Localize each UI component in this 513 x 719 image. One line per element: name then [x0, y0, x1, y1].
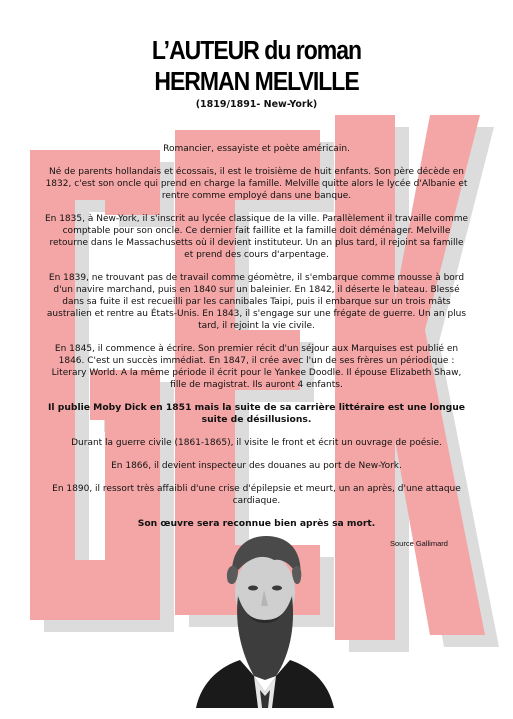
source-credit: Source Gallimard [390, 539, 448, 548]
paragraph-1845: En 1845, il commence à écrire. Son premier récit d'un séjour aux Marquises est publié en 1846. C'est un succès immédiat. En 1847, il crée avec l'un de ses frères un périodique : Literary World. A la même période il écrit pour le Yankee Doodle. Il épouse Elizabeth Shaw, fille de magistrat. Ils auront 4 enfants. [51, 344, 462, 390]
paragraph-1839: En 1839, ne trouvant pas de travail comme géomètre, il s'embarque comme mousse à bord d'un navire marchand, puis en 1840 sur un baleinier. En 1842, il déserte le bateau. Blessé dans sa fuite il est recueilli par les cannibales Taipi, puis il embarque sur un trois mâts australien et rentre au États-Unis. En 1843, il s'engage sur une frégate de guerre. Un an plus tard, il rejoint la vie civile. [46, 273, 467, 331]
paragraph-1866: En 1866, il devient inspecteur des douanes au port de New-York. [111, 461, 402, 471]
paragraph-moby-dick: Il publie Moby Dick en 1851 mais la suite de sa carrière littéraire est une longue suite de désillusions. [47, 402, 466, 425]
paragraph-civil-war: Durant la guerre civile (1861-1865), il visite le front et écrit un ouvrage de poésie. [71, 438, 442, 448]
page-title-line-1: L’AUTEUR du roman [151, 35, 362, 65]
paragraph-1890: En 1890, il ressort très affaibli d'une crise d'épilepsie et meurt, un an après, d'une attaque cardiaque. [52, 484, 461, 506]
paragraph-intro: Romancier, essayiste et poète américain. [163, 144, 350, 154]
paragraph-1835: En 1835, à New-York, il s'inscrit au lycée classique de la ville. Parallèlement il travaille comme comptable pour son oncle. Ce dernier fait faillite et la famille doit déménager. Melville retourne dans le Massachusetts où il devient instituteur. Un an plus tard, il rejoint sa famille et prend des cours d'arpentage. [44, 214, 469, 260]
page-title-line-2: HERMAN MELVILLE [154, 66, 359, 96]
author-dates: (1819/1891- New-York) [195, 99, 318, 110]
paragraph-legacy: Son œuvre sera reconnue bien après sa mort. [137, 518, 376, 529]
biography-text [44, 143, 469, 541]
paragraph-childhood: Né de parents hollandais et écossais, il est le troisième de huit enfants. Son père décède en 1832, c'est son oncle qui prend en charge la famille. Melville quitte alors le lycée d'Albanie et rentre comme employé dans une banque. [45, 167, 468, 201]
author-portrait [194, 530, 336, 708]
